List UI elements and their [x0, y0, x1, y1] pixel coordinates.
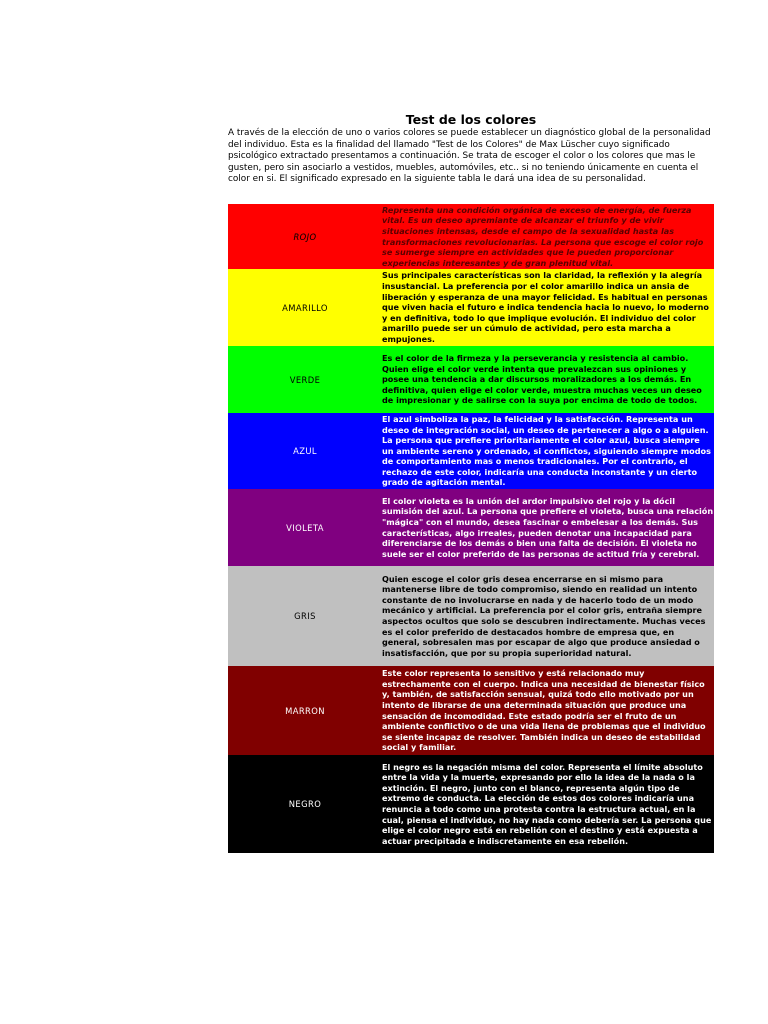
color-row-rojo	[228, 204, 714, 269]
color-row-azul	[228, 413, 714, 489]
color-row-violeta	[228, 489, 714, 566]
color-description: Representa una condición orgánica de exceso de energía, de fuerza vital. Es un deseo apremiante de alcanzar el triunfo y de vivir situaciones intensas, desde el campo de la sexualidad hasta las transformaciones revolucionarias. La persona que escoge el color rojo se sumerge siempre en actividades que le pueden proporcionar experiencias interesantes y de gran plenitud vital.	[382, 204, 714, 269]
color-row-gris	[228, 566, 714, 666]
color-row-amarillo	[228, 269, 714, 346]
color-description: Este color representa lo sensitivo y está relacionado muy estrechamente con el cuerpo. Indica una necesidad de bienestar físico y, también, de satisfacción sensual, quizá todo ello motivado por un intento de librarse de una determinada situación que produce una sensación de incomodidad. Este estado podría ser el fruto de un ambiente conflictivo o de una vida llena de problemas que el individuo se siente incapaz de resolver. También indica un deseo de estabilidad social y familiar.	[382, 666, 714, 755]
color-row-marron	[228, 666, 714, 755]
color-description: El color violeta es la unión del ardor impulsivo del rojo y la dócil sumisión del azul. La persona que prefiere el violeta, busca una relación "mágica" con el mundo, desea fascinar o embelesar a los demás. Sus características, algo irreales, pueden denotar una incapacidad para diferenciarse de los demás o bien una falta de decisión. El violeta no suele ser el color preferido de las personas de actitud fría y cerebral.	[382, 489, 714, 566]
color-name: AZUL	[228, 413, 382, 489]
color-description: Sus principales características son la claridad, la reflexión y la alegría insustancial. La preferencia por el color amarillo indica un ansia de liberación y esperanza de una mayor felicidad. Es habitual en personas que viven hacia el futuro e indica tendencia hacia lo nuevo, lo moderno y en definitiva, todo lo que implique evolución. El individuo del color amarillo puede ser un cúmulo de actividad, pero esta marcha a empujones.	[382, 269, 714, 346]
page-title: Test de los colores	[405, 112, 537, 127]
intro-paragraph: A través de la elección de uno o varios colores se puede establecer un diagnóstico global de la personalidad del individuo. Esta es la finalidad del llamado "Test de los Colores" de Max Lüscher cuyo significado psicológico extractado presentamos a continuación. Se trata de escoger el color o los colores que mas le gusten, pero sin asociarlo a vestidos, muebles, automóviles, etc.. si no teniendo únicamente en cuenta el color en si. El significado expresado en la siguiente tabla le dará una idea de su personalidad.	[228, 128, 711, 185]
color-name: MARRON	[228, 666, 382, 755]
color-description: El azul simboliza la paz, la felicidad y la satisfacción. Representa un deseo de integración social, un deseo de pertenecer a algo o a alguien. La persona que prefiere prioritariamente el color azul, busca siempre un ambiente sereno y ordenado, si conflictos, siguiendo siempre modos de comportamiento mas o menos tradicionales. Por el contrario, el rechazo de este color, indicaría una conducta inconstante y un cierto grado de agitación mental.	[382, 413, 714, 489]
color-name: VERDE	[228, 346, 382, 413]
color-table	[228, 204, 714, 853]
color-row-negro	[228, 755, 714, 853]
color-name: ROJO	[228, 204, 382, 269]
color-name: AMARILLO	[228, 269, 382, 346]
color-name: VIOLETA	[228, 489, 382, 566]
color-name: GRIS	[228, 566, 382, 666]
color-description: Es el color de la firmeza y la perseverancia y resistencia al cambio. Quien elige el color verde intenta que prevalezcan sus opiniones y posee una tendencia a dar discursos moralizadores a los demás. En definitiva, quien elige el color verde, muestra muchas veces un deseo de impresionar y de salirse con la suya por encima de todo de todos.	[382, 346, 714, 413]
color-description: El negro es la negación misma del color. Representa el límite absoluto entre la vida y la muerte, expresando por ello la idea de la nada o la extinción. El negro, junto con el blanco, representa algún tipo de extremo de conducta. La elección de estos dos colores indicaría una renuncia a todo como una protesta contra la estructura actual, en la cual, piensa el individuo, no hay nada como debería ser. La persona que elige el color negro está en rebelión con el destino y está expuesta a actuar precipitada e indiscretamente en esa rebelión.	[382, 755, 714, 853]
color-row-verde	[228, 346, 714, 413]
color-name: NEGRO	[228, 755, 382, 853]
color-description: Quien escoge el color gris desea encerrarse en si mismo para mantenerse libre de todo compromiso, siendo en realidad un intento constante de no involucrarse en nada y de hacerlo todo de un modo mecánico y artificial. La preferencia por el color gris, entraña siempre aspectos ocultos que solo se descubren indirectamente. Muchas veces es el color preferido de destacados hombre de empresa que, en general, sobresalen mas por escapar de algo que produce ansiedad o insatisfacción, que por su propia superioridad natural.	[382, 566, 714, 666]
